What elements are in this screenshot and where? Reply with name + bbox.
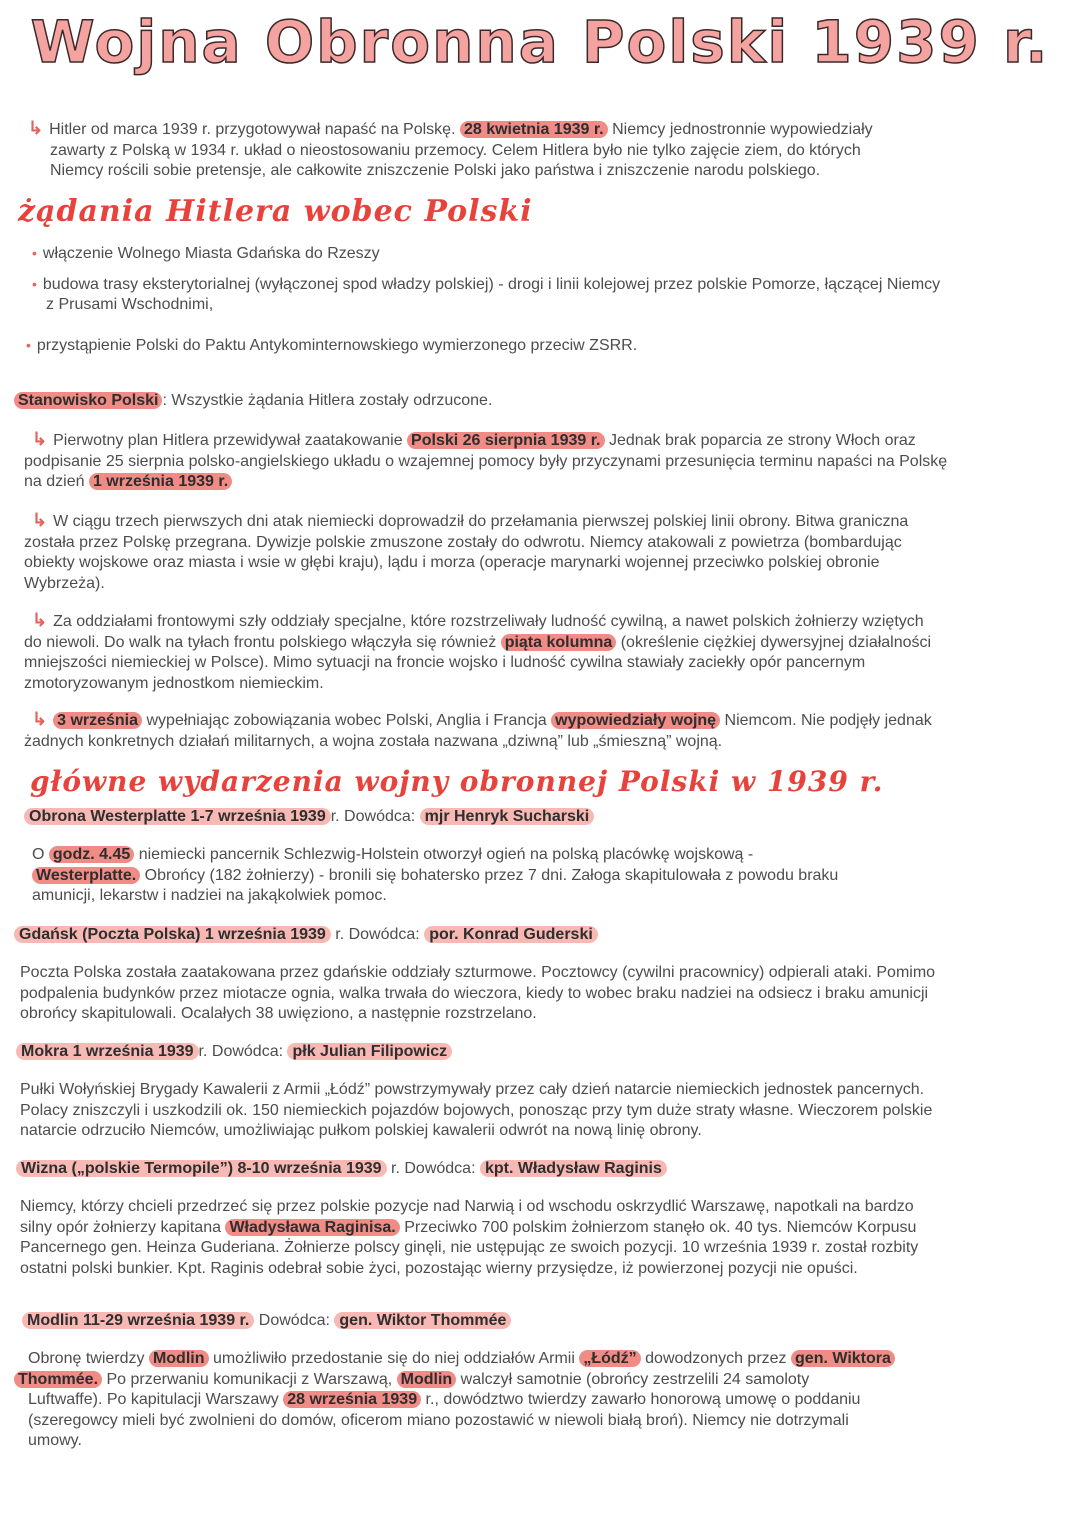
special-units-paragraph: ↳ Za oddziałami frontowymi szły oddziały specjalne, które rozstrzeliwały ludność cywilną, a nawet polskich żołnierzy wziętych do niewoli. Do walk na tyłach frontu polskiego włączyła się również piąta kolumna (określenie ciężkiej dywersyjnej działalności mniejszości niemieckiej w Polsce). Mimo sytuacji na froncie wojsko i ludność cywilna stawiały zaciekły opór pancernym zmotoryzowanym jednostkom niemieckim. [24,610,1064,694]
text-line: zawarty z Polską w 1934 r. układ o nieostosowaniu przemocy. Celem Hitlera było nie tylko zajęcie ziem, do których [50,141,861,159]
bullet-icon: • [26,336,31,353]
arrow-icon: ↳ [32,709,48,729]
highlight-date: 28 września 1939 [283,1391,421,1408]
text-line: (szeregowcy mieli być zwolnieni do domów, oficerom miano pozostawić w niewoli białą broń). Niemcy nie dotrzymali [28,1411,849,1429]
mokra-paragraph [20,1080,1070,1142]
highlight-event: Gdańsk (Poczta Polska) 1 września 1939 [14,926,331,943]
text-line: żadnych konkretnych działań militarnych, a wojna została nazwana „dziwną” lub „śmieszną” wojną. [24,732,723,750]
text-line: Pułki Wołyńskiej Brygady Kawalerii z Armii „Łódź” powstrzymywały przez cały dzień natarcie niemieckich jednostek pancernych. [20,1081,925,1098]
highlight-person: Władysława Raginisa. [225,1219,399,1236]
highlight-date: 1 września 1939 r. [89,473,232,490]
gdansk-header: Gdańsk (Poczta Polska) 1 września 1939 r. Dowódca: por. Konrad Guderski [14,925,598,946]
text-line: Poczta Polska została zaatakowana przez gdańskie oddziały szturmowe. Pocztowcy (cywilni pracownicy) odpierali ataki. Pomimo [20,964,936,981]
text-line: natarcie odrzuciło Niemców, umożliwiając pułkom polskiej kawalerii odwrót na nową linię obrony. [20,1122,702,1139]
section-heading-events: główne wydarzenia wojny obronnej Polski w 1939 r. [30,765,884,798]
wizna-header: Wizna („polskie Termopile”) 8-10 września 1939 r. Dowódca: kpt. Władysław Raginis [16,1159,667,1180]
mokra-header: Mokra 1 września 1939 r. Dowódca: płk Julian Filipowicz [16,1042,452,1063]
arrow-icon: ↳ [32,510,48,530]
highlight-event: Wizna („polskie Termopile”) 8-10 września 1939 [16,1160,387,1177]
highlight-person: gen. Wiktora [791,1350,895,1367]
demands-list [26,243,1062,356]
gdansk-paragraph [20,963,1070,1025]
highlight-person: Thommée. [14,1371,102,1388]
highlight-label: Stanowisko Polski [14,392,162,409]
intro-paragraph: ↳ Hitler od marca 1939 r. przygotowywał napaść na Polskę. 28 kwietnia 1939 r. Niemcy jednostronnie wypowiedziały zawarty z Polską w 1934 r. układ o nieostosowaniu przemocy. Celem Hitlera było nie tylko zajęcie ziem, do których Niemcy rościli sobie pretensje, ale całkowite zniszczenie Polski jako państwa i zniszczenie narodu polskiego. [28,118,1058,182]
highlight-commander: mjr Henryk Sucharski [420,808,595,825]
text-line: Pancernego gen. Heinza Guderiana. Żołnierze polscy ginęli, nie ustępując ze swoich pozycji. 10 września 1939 r. został rozbity [20,1239,919,1256]
text-line: mniejszości niemieckiej w Polsce). Mimo sytuacji na froncie wojsko i ludność cywilna stawiały zaciekły opór pancernym [24,654,866,671]
highlight-date: Polski 26 sierpnia 1939 r. [407,432,604,449]
highlight-term: wypowiedziały wojnę [551,712,720,729]
highlight-date: 28 kwietnia 1939 r. [460,121,608,138]
first-days-paragraph: ↳ W ciągu trzech pierwszych dni atak niemiecki doprowadził do przełamania pierwszej polskiej linii obrony. Bitwa graniczna została przez Polskę przegrana. Dywizje polskie zmuszone zostały do odwrotu. Niemcy atakowali z powietrza (bombardując obiekty wojskowe oraz miasta i wsie w głębi kraju), lądu i morza (operacje marynarki wojennej przeciwko polskiej obronie Wybrzeża). [24,510,1064,594]
section-heading-demands: żądania Hitlera wobec Polski [18,194,533,229]
plan-paragraph: ↳ Pierwotny plan Hitlera przewidywał zaatakowanie Polski 26 sierpnia 1939 r. Jednak brak poparcia ze strony Włoch oraz podpisanie 25 sierpnia polsko-angielskiego układu o wzajemnej pomocy były przyczynami przesunięcia terminu napaści na Polskę na dzień 1 września 1939 r. [24,429,1064,493]
list-item: • włączenie Wolnego Miasta Gdańska do Rzeszy [32,245,380,262]
highlight-place: Modlin [397,1371,457,1388]
text-line: Wybrzeża). [24,574,105,592]
list-item: • budowa trasy eksterytorialnej (wyłączonej spod władzy polskiej) - drogi i linii kolejowej przez polskie Pomorze, łączącej Niemcy [32,275,941,293]
text-line: Niemcy rościli sobie pretensje, ale całkowite zniszczenie Polski jako państwa i zniszczenie narodu polskiego. [50,162,821,179]
text-line: podpalenia budynków przez miotacze ognia, walka trwała do wieczora, kiedy to wobec braku nadziei na odsiecz i braku amunicji [20,984,929,1002]
highlight-place: Modlin [149,1350,209,1367]
wizna-paragraph: Niemcy, którzy chcieli przedrzeć się przez polskie pozycje nad Narwią i od wschodu oskrzydlić Warszawę, napotkali na bardzo silny opór żołnierzy kapitana Władysława Raginisa. Przeciwko 700 polskim żołnierzom stanęło ok. 40 tys. Niemców Korpusu Pancernego gen. Heinza Guderiana. Żołnierze polscy ginęli, nie ustępując ze swoich pozycji. 10 września 1939 r. został rozbity ostatni polski bunkier. Kpt. Raginis odebrał sobie życi, pozostając wierny przysiędze, iż powierzonej pozycji nie opuści. [20,1197,1070,1279]
highlight-commander: por. Konrad Guderski [424,926,598,943]
highlight-date: 3 września [53,712,142,729]
highlight-event: Obrona Westerplatte 1-7 września 1939 [24,808,331,825]
highlight-event: Modlin 11-29 września 1939 r. [22,1312,254,1329]
westerplatte-header: Obrona Westerplatte 1-7 września 1939 r. Dowódca: mjr Henryk Sucharski [24,807,594,828]
text-line: Niemcy, którzy chcieli przedrzeć się przez polskie pozycje nad Narwią i od wschodu oskrzydlić Warszawę, napotkali na bardzo [20,1198,914,1215]
page-title: Wojna Obronna Polski 1939 r. [30,8,1050,76]
stance-line: Stanowisko Polski : Wszystkie żądania Hitlera zostały odrzucone. [14,391,492,412]
highlight-commander: kpt. Władysław Raginis [480,1160,667,1177]
highlight-term: „Łódź” [579,1350,640,1367]
highlight-time: godz. 4.45 [49,846,134,863]
highlight-commander: płk Julian Filipowicz [287,1043,452,1060]
highlight-term: piąta kolumna [501,634,617,651]
text-line: zmotoryzowanym jednostkom niemieckim. [24,674,324,692]
bullet-icon: • [32,245,37,261]
text-line: ostatni polski bunkier. Kpt. Raginis odebrał sobie życi, pozostając wierny przysiędze, iż powierzonej pozycji nie opuści. [20,1259,858,1277]
text-line: podpisanie 25 sierpnia polsko-angielskiego układu o wzajemnej pomocy były przyczynami przesunięcia terminu napaści na Polskę [24,452,948,470]
text-line: z Prusami Wschodnimi, [46,296,214,313]
bullet-icon: • [32,275,37,292]
text-line: obiekty wojskowe oraz miasta i wsie w głębi kraju), lądu i morza (operacje marynarki wojennej przeciwko polskiej obronie [24,554,880,571]
text-line: umowy. [28,1432,82,1449]
allies-paragraph: ↳ 3 września wypełniając zobowiązania wobec Polski, Anglia i Francja wypowiedziały wojnę Niemcom. Nie podjęły jednak żadnych konkretnych działań militarnych, a wojna została nazwana „dziwną” lub „śmieszną” wojną. [24,709,1064,752]
modlin-header: Modlin 11-29 września 1939 r. Dowódca: gen. Wiktor Thommée [22,1311,511,1332]
text-line: amunicji, lekarstw i nadziei na jakąkolwiek pomoc. [32,887,387,904]
text-line: Polacy zniszczyli i uszkodzili ok. 150 niemieckich pojazdów bojowych, ponosząc przy tym duże straty własne. Wieczorem polskie [20,1101,933,1119]
highlight-commander: gen. Wiktor Thommée [334,1312,511,1329]
arrow-icon: ↳ [28,118,44,138]
highlight-event: Mokra 1 września 1939 [16,1043,199,1060]
arrow-icon: ↳ [32,429,48,449]
text-line: obrońcy skapitulowali. Ocalałych 38 uwięziono, a następnie rozstrzelano. [20,1005,537,1022]
text-line: została przez Polskę przegrana. Dywizje polskie zmuszone zostały do odwrotu. Niemcy atakowali z powietrza (bombardując [24,533,902,551]
list-item: • przystąpienie Polski do Paktu Antykominternowskiego wymierzonego przeciw ZSRR. [26,336,638,354]
westerplatte-paragraph: O godz. 4.45 niemiecki pancernik Schlezwig-Holstein otworzył ogień na polską placówkę wojskową - Westerplatte. Obrońcy (182 żołnierzy) - bronili się bohatersko przez 7 dni. Załoga skapitulowała z powodu braku amunicji, lekarstw i nadziei na jakąkolwiek pomoc. [32,845,1062,907]
modlin-paragraph: Obronę twierdzy Modlin umożliwiło przedostanie się do niej oddziałów Armii „Łódź” dowodzonych przez gen. Wiktora Thommée. Po przerwaniu komunikacji z Warszawą, Modlin walczył samotnie (obrońcy zestrzelili 24 samoloty Luftwaffe). Po kapitulacji Warszawy 28 września 1939 r., dowództwo twierdzy zawarło honorową umowę o poddaniu (szeregowcy mieli być zwolnieni do domów, oficerom miano pozostawić w niewoli białą broń). Niemcy nie dotrzymali umowy. [14,1349,1074,1452]
highlight-place: Westerplatte. [32,867,140,884]
arrow-icon: ↳ [32,610,48,630]
